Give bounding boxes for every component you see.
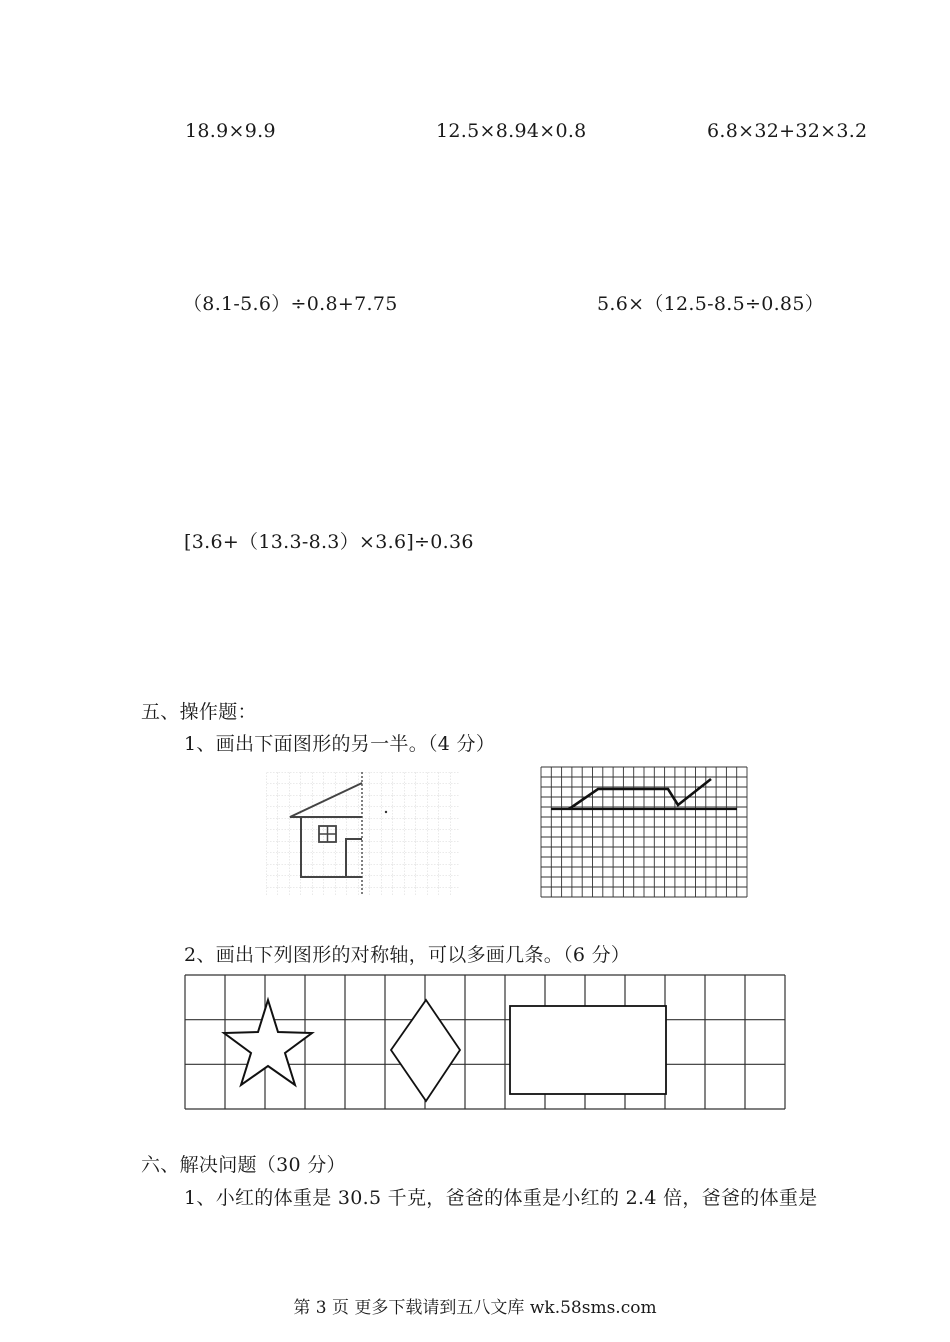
expression-6: [3.6+（13.3-8.3）×3.6]÷0.36 [184,531,474,553]
section5-question-2: 2、画出下列图形的对称轴，可以多画几条。（6 分） [184,944,631,966]
rectangle-shape [510,1006,666,1094]
section6-question-1: 1、小红的体重是 30.5 千克，爸爸的体重是小红的 2.4 倍，爸爸的体重是 [184,1187,818,1209]
polyline-grid-figure [541,767,747,897]
expression-3: 6.8×32+32×3.2 [707,120,868,142]
section6-heading: 六、解决问题（30 分） [141,1154,346,1176]
expression-2: 12.5×8.94×0.8 [436,120,587,142]
page-footer: 第 3 页 更多下载请到五八文库 wk.58sms.com [293,1298,657,1318]
half-figure-line [569,779,711,809]
shapes-grid-figure [185,975,785,1109]
house-grid-figure [266,772,460,896]
expression-5: 5.6×（12.5-8.5÷0.85） [597,293,825,315]
rhombus-shape [391,1000,460,1101]
expression-4: （8.1-5.6）÷0.8+7.75 [183,293,398,315]
section5-heading: 五、操作题： [141,701,257,723]
star-shape [224,1000,312,1085]
section5-question-1: 1、画出下面图形的另一半。（4 分） [184,733,496,755]
expression-1: 18.9×9.9 [185,120,276,142]
